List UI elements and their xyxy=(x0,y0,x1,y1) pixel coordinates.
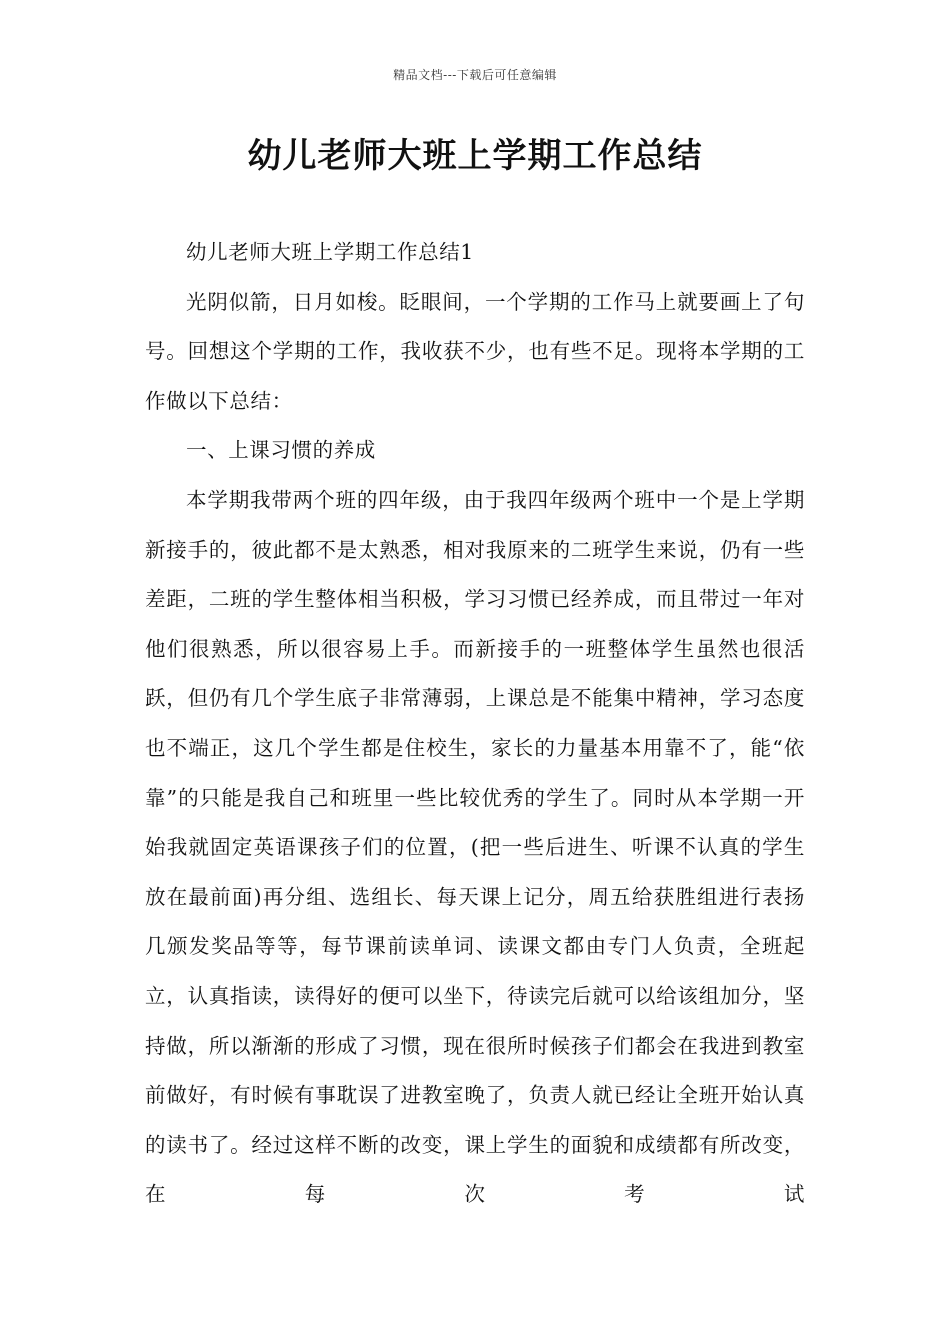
paragraph-subtitle: 幼儿老师大班上学期工作总结1 xyxy=(186,240,474,264)
paragraph-body: 本学期我带两个班的四年级，由于我四年级两个班中一个是上学期新接手的，彼此都不是太熟悉，相对我原来的二班学生来说，仍有一些差距，二班的学生整体相当积极，学习习惯已经养成，而且带过一年对他们很熟悉，所以很容易上手。而新接手的一班整体学生虽然也很活跃，但仍有几个学生底子非常薄弱，上课总是不能集中精神，学习态度也不端正，这几个学生都是住校生，家长的力量基本用靠不了，能“依靠”的只能是我自己和班里一些比较优秀的学生了。同时从本学期一开始我就固定英语课孩子们的位置，(把一些后进生、听课不认真的学生放在最前面)再分组、选组长、每天课上记分，周五给获胜组进行表扬几颁发奖品等等，每节课前读单词、读课文都由专门人负责，全班起立，认真指读，读得好的便可以坐下，待读完后就可以给该组加分，坚持做，所以渐渐的形成了习惯，现在很所时候孩子们都会在我进到教室前做好，有时候有事耽误了进教室晚了，负责人就已经让全班开始认真的读书了。经过这样不断的改变，课上学生的面貌和成绩都有所改变，在每次考试 xyxy=(145,487,805,1207)
paragraph-intro: 光阴似箭，日月如梭。眨眼间，一个学期的工作马上就要画上了句号。回想这个学期的工作，我收获不少，也有些不足。现将本学期的工作做以下总结： xyxy=(145,289,805,413)
document-body xyxy=(145,228,805,1220)
document-title: 幼儿老师大班上学期工作总结 xyxy=(247,136,703,176)
section-heading: 一、上课习惯的养成 xyxy=(186,438,376,463)
header-note: 精品文档---下载后可任意编辑 xyxy=(393,68,557,82)
